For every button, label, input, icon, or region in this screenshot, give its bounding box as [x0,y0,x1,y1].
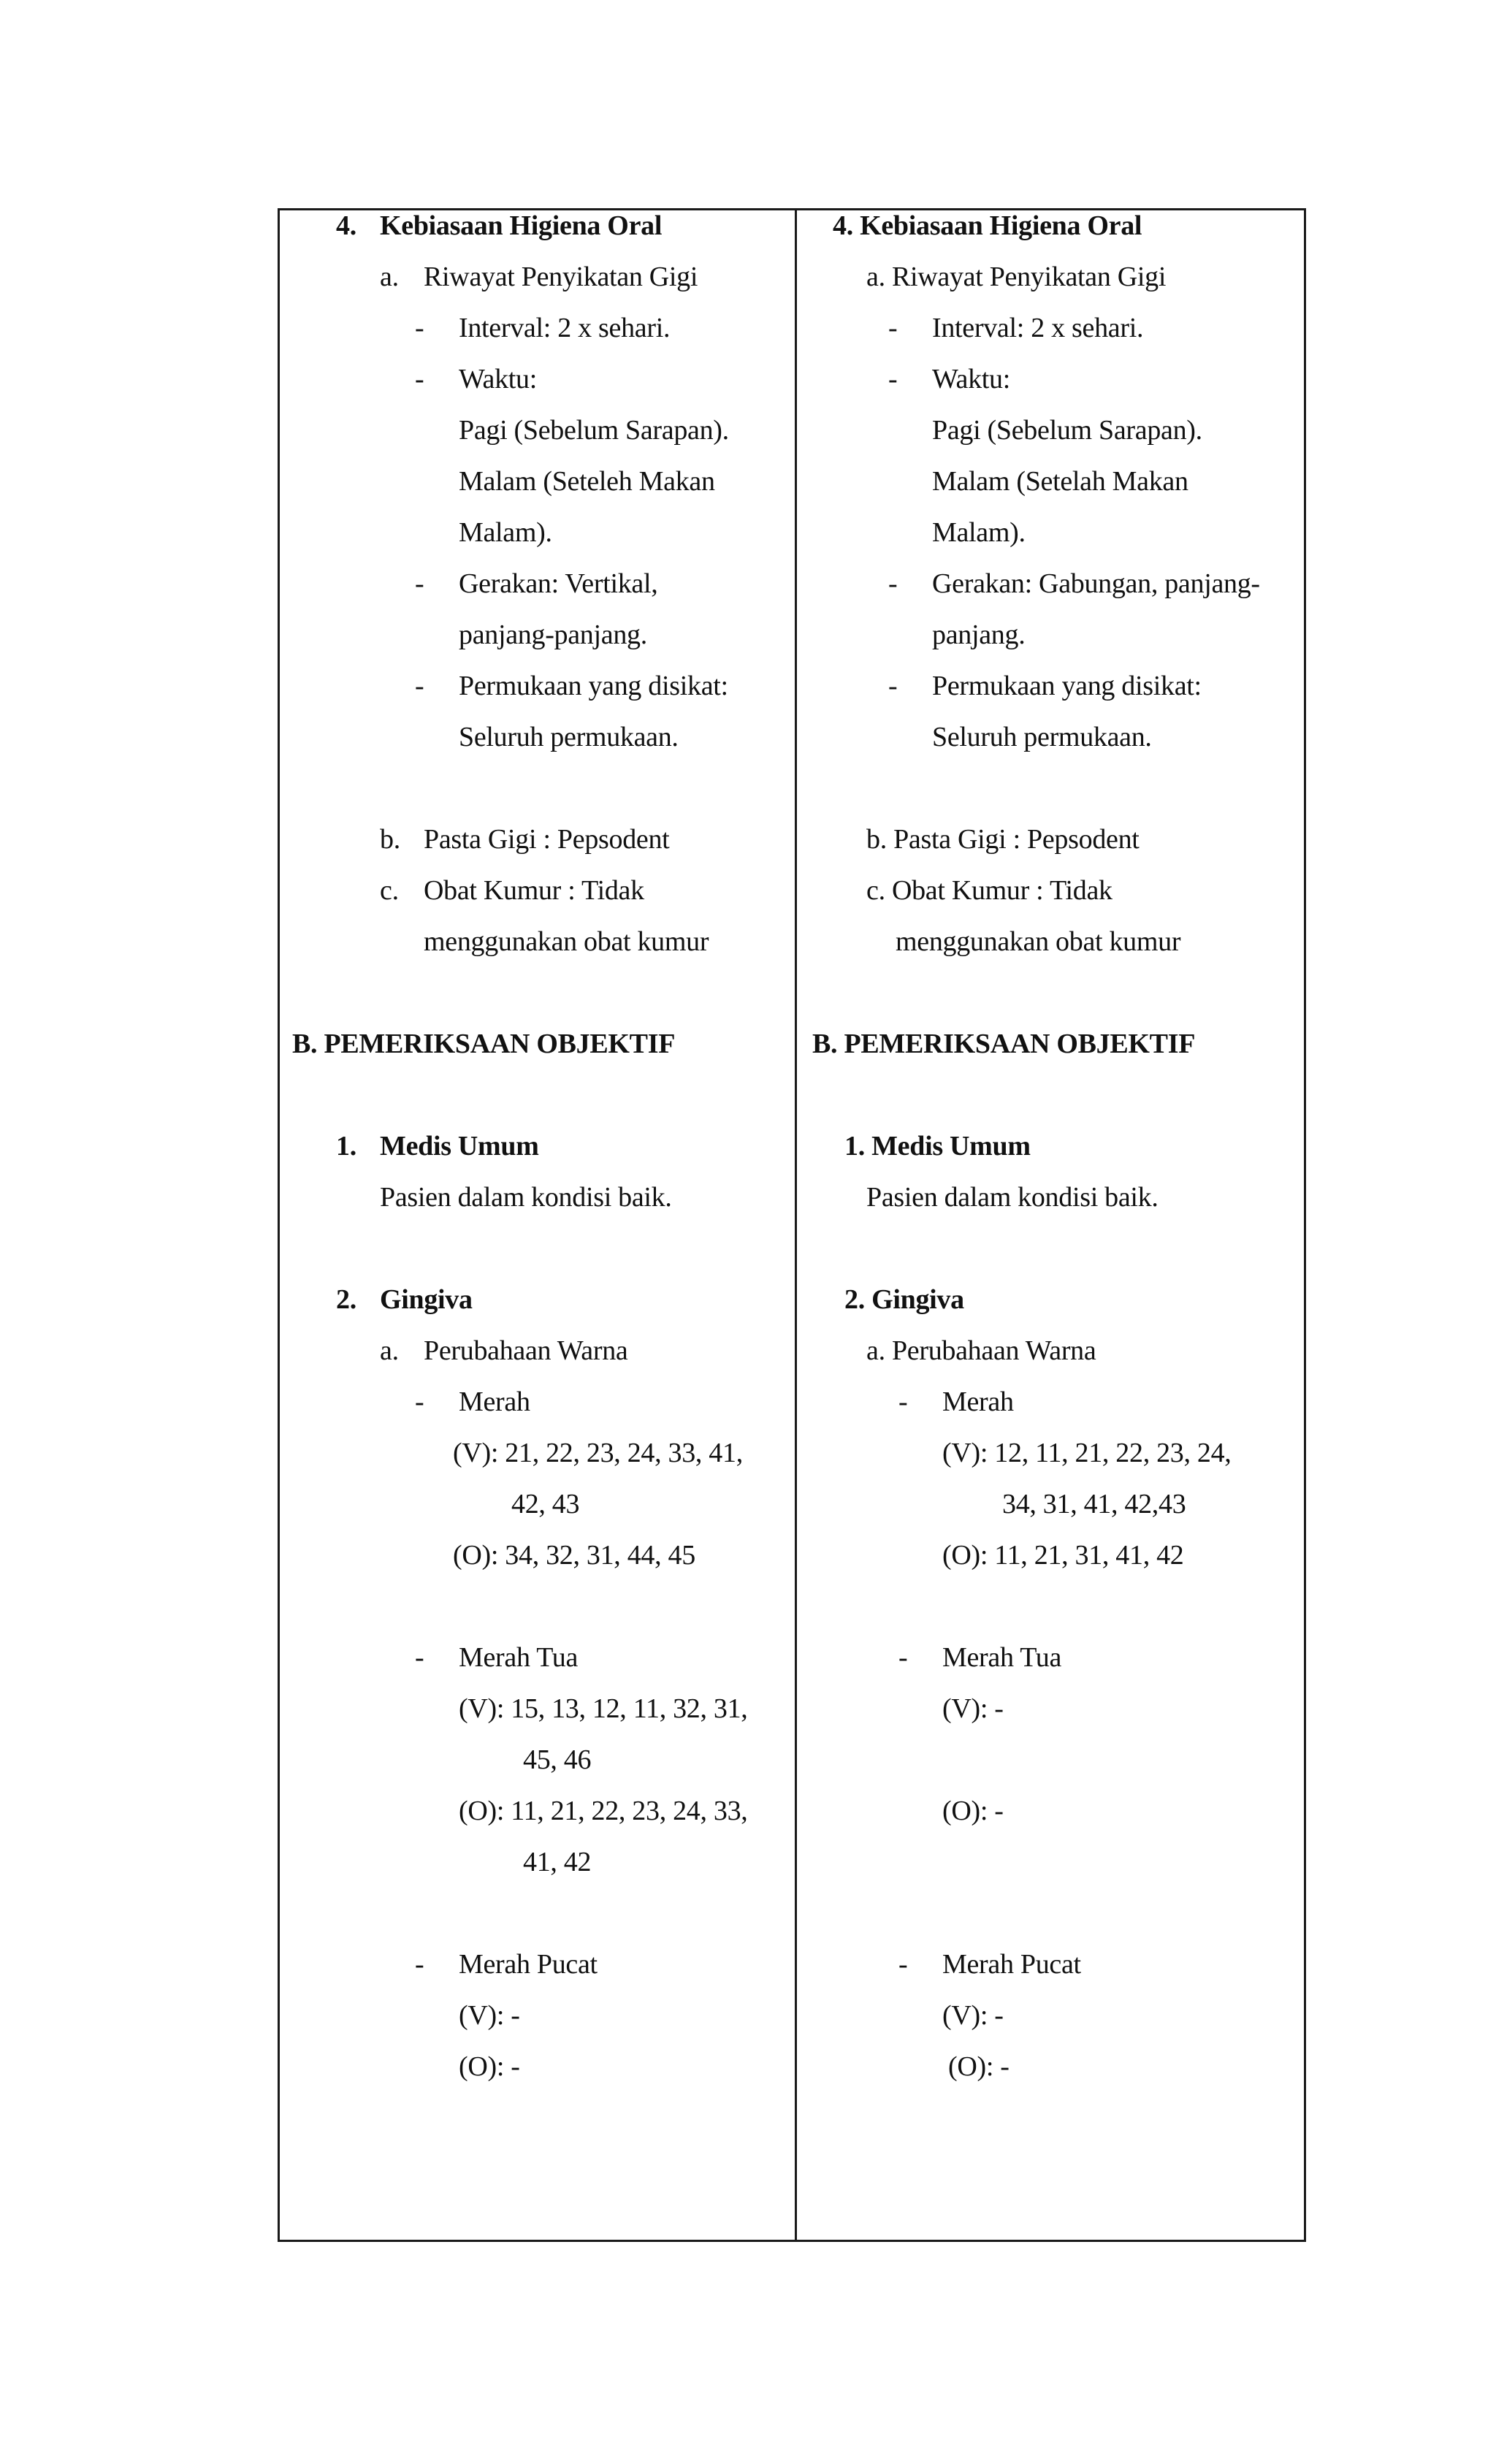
right-permukaan-line1: Permukaan yang disikat: [932,671,1202,701]
left-ga-letter: a. [380,1335,399,1366]
left-s4-number: 4. [336,210,356,241]
left-gerakan-line1: Gerakan: Vertikal, [459,568,658,599]
right-merah-tua: Merah Tua [942,1642,1062,1673]
left-b-letter: b. [380,824,400,855]
left-medis-text: Pasien dalam kondisi baik. [380,1182,672,1213]
left-gingiva-number: 2. [336,1284,356,1315]
right-merah: Merah [942,1387,1014,1417]
right-section-b-heading: B. PEMERIKSAAN OBJEKTIF [812,1029,1196,1059]
left-dash: - [415,568,424,599]
right-tua-v: (V): - [942,1693,1004,1724]
right-waktu: Waktu: [932,364,1011,394]
left-merah-v-line2: 42, 43 [511,1489,580,1519]
left-pucat-o: (O): - [459,2051,520,2082]
left-obat-kumur-line1: Obat Kumur : Tidak [424,875,644,906]
right-dash: - [898,1642,908,1673]
left-gingiva-title: Gingiva [380,1284,473,1315]
right-merah-v-line2: 34, 31, 41, 42,43 [1002,1489,1186,1519]
left-c-letter: c. [380,875,399,906]
left-dash: - [415,671,424,701]
left-medis-number: 1. [336,1131,356,1162]
right-medis-text: Pasien dalam kondisi baik. [866,1182,1159,1213]
left-malam-line1: Malam (Seteleh Makan [459,466,715,497]
right-malam-line1: Malam (Setelah Makan [932,466,1188,497]
left-a-letter: a. [380,262,399,292]
right-gerakan-line2: panjang. [932,619,1026,650]
left-interval: Interval: 2 x sehari. [459,313,671,343]
left-section-b-heading: B. PEMERIKSAAN OBJEKTIF [292,1029,676,1059]
left-ga-title: Perubahaan Warna [424,1335,628,1366]
right-dash: - [898,1949,908,1980]
left-dash: - [415,1949,424,1980]
right-obat-kumur-line2: menggunakan obat kumur [896,926,1181,957]
right-gingiva-heading: 2. Gingiva [844,1284,964,1315]
right-pucat-o: (O): - [948,2051,1010,2082]
right-dash: - [898,1387,908,1417]
left-merah: Merah [459,1387,530,1417]
right-medis-heading: 1. Medis Umum [844,1131,1031,1162]
right-interval: Interval: 2 x sehari. [932,313,1144,343]
left-permukaan-line1: Permukaan yang disikat: [459,671,728,701]
left-gerakan-line2: panjang-panjang. [459,619,647,650]
left-tua-v-line2: 45, 46 [523,1744,592,1775]
left-a-title: Riwayat Penyikatan Gigi [424,262,698,292]
left-merah-v-line1: (V): 21, 22, 23, 24, 33, 41, [453,1438,743,1468]
left-waktu: Waktu: [459,364,538,394]
left-tua-v-line1: (V): 15, 13, 12, 11, 32, 31, [459,1693,748,1724]
right-permukaan-line2: Seluruh permukaan. [932,722,1152,752]
left-dash: - [415,1642,424,1673]
right-dash: - [888,671,898,701]
right-pasta-gigi: b. Pasta Gigi : Pepsodent [866,824,1140,855]
comparison-table [278,208,1306,2242]
left-obat-kumur-line2: menggunakan obat kumur [424,926,709,957]
right-ga-title: a. Perubahaan Warna [866,1335,1096,1366]
right-gerakan-line1: Gerakan: Gabungan, panjang- [932,568,1260,599]
left-pasta-gigi: Pasta Gigi : Pepsodent [424,824,670,855]
left-permukaan-line2: Seluruh permukaan. [459,722,679,752]
right-dash: - [888,364,898,394]
right-merah-v-line1: (V): 12, 11, 21, 22, 23, 24, [942,1438,1232,1468]
right-obat-kumur-line1: c. Obat Kumur : Tidak [866,875,1113,906]
left-pucat-v: (V): - [459,2000,520,2031]
left-merah-tua: Merah Tua [459,1642,579,1673]
right-dash: - [888,313,898,343]
right-a-title: a. Riwayat Penyikatan Gigi [866,262,1167,292]
column-divider [795,208,797,2242]
right-malam-line2: Malam). [932,517,1026,548]
left-dash: - [415,364,424,394]
left-merah-o: (O): 34, 32, 31, 44, 45 [453,1540,695,1571]
left-dash: - [415,1387,424,1417]
left-malam-line2: Malam). [459,517,552,548]
right-merah-pucat: Merah Pucat [942,1949,1081,1980]
left-merah-pucat: Merah Pucat [459,1949,598,1980]
right-dash: - [888,568,898,599]
right-tua-o: (O): - [942,1796,1004,1826]
left-tua-o-line1: (O): 11, 21, 22, 23, 24, 33, [459,1796,748,1826]
right-s4-heading: 4. Kebiasaan Higiena Oral [833,210,1142,241]
right-merah-o: (O): 11, 21, 31, 41, 42 [942,1540,1184,1571]
left-tua-o-line2: 41, 42 [523,1847,592,1877]
right-pucat-v: (V): - [942,2000,1004,2031]
left-medis-title: Medis Umum [380,1131,539,1162]
right-pagi: Pagi (Sebelum Sarapan). [932,415,1202,446]
left-dash: - [415,313,424,343]
left-pagi: Pagi (Sebelum Sarapan). [459,415,729,446]
left-s4-title: Kebiasaan Higiena Oral [380,210,663,241]
